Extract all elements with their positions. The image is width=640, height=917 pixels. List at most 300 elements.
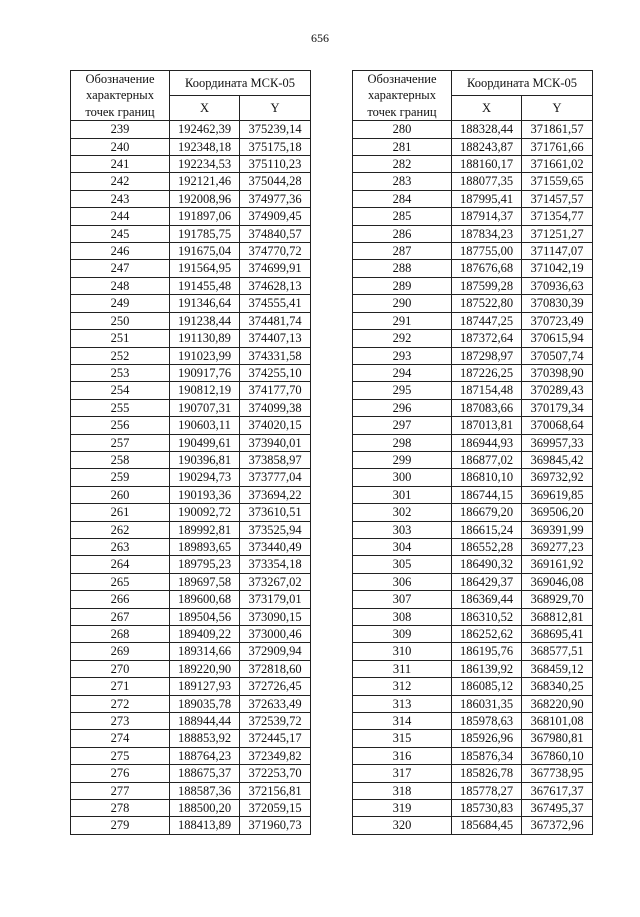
table-row (71, 399, 311, 416)
point-number-cell: 247 (71, 260, 170, 277)
y-coordinate-cell: 373777,04 (240, 469, 311, 486)
point-number-cell: 261 (71, 504, 170, 521)
table-row (71, 417, 311, 434)
point-number-cell: 295 (353, 382, 452, 399)
y-coordinate-cell: 370615,94 (522, 330, 593, 347)
x-coordinate-cell: 189314,66 (170, 643, 240, 660)
point-number-cell: 274 (71, 730, 170, 747)
y-coordinate-cell: 373525,94 (240, 521, 311, 538)
point-number-cell: 268 (71, 626, 170, 643)
table-row (353, 190, 593, 207)
table-row (71, 434, 311, 451)
point-number-cell: 273 (71, 713, 170, 730)
y-coordinate-cell: 374407,13 (240, 330, 311, 347)
y-coordinate-cell: 368812,81 (522, 608, 593, 625)
table-row (71, 243, 311, 260)
y-coordinate-cell: 372633,49 (240, 695, 311, 712)
point-number-cell: 256 (71, 417, 170, 434)
point-number-cell: 279 (71, 817, 170, 834)
point-number-cell: 315 (353, 730, 452, 747)
point-number-cell: 243 (71, 190, 170, 207)
x-coordinate-cell: 189035,78 (170, 695, 240, 712)
y-coordinate-cell: 369732,92 (522, 469, 593, 486)
y-coordinate-cell: 367495,37 (522, 800, 593, 817)
point-number-cell: 282 (353, 156, 452, 173)
point-number-cell: 320 (353, 817, 452, 834)
y-coordinate-cell: 368340,25 (522, 678, 593, 695)
x-coordinate-cell: 188160,17 (452, 156, 522, 173)
table-row (353, 312, 593, 329)
table-row (353, 330, 593, 347)
x-coordinate-cell: 190092,72 (170, 504, 240, 521)
x-coordinate-cell: 187995,41 (452, 190, 522, 207)
y-coordinate-cell: 374481,74 (240, 312, 311, 329)
table-row (71, 190, 311, 207)
table-row (353, 138, 593, 155)
table-row (353, 364, 593, 381)
y-coordinate-cell: 369277,23 (522, 538, 593, 555)
y-coordinate-cell: 371661,02 (522, 156, 593, 173)
y-coordinate-cell: 369391,99 (522, 521, 593, 538)
y-coordinate-cell: 367860,10 (522, 747, 593, 764)
y-coordinate-cell: 374020,15 (240, 417, 311, 434)
y-coordinate-cell: 371761,66 (522, 138, 593, 155)
table-row (71, 156, 311, 173)
point-number-cell: 260 (71, 486, 170, 503)
table-row (71, 347, 311, 364)
table-row (71, 678, 311, 695)
table-row (71, 382, 311, 399)
x-coordinate-cell: 187914,37 (452, 208, 522, 225)
y-coordinate-cell: 371042,19 (522, 260, 593, 277)
x-coordinate-cell: 192234,53 (170, 156, 240, 173)
point-number-cell: 319 (353, 800, 452, 817)
y-coordinate-cell: 369046,08 (522, 573, 593, 590)
point-number-cell: 272 (71, 695, 170, 712)
table-row (353, 451, 593, 468)
y-coordinate-cell: 374977,36 (240, 190, 311, 207)
y-coordinate-cell: 372349,82 (240, 747, 311, 764)
point-number-cell: 257 (71, 434, 170, 451)
y-coordinate-cell: 371251,27 (522, 225, 593, 242)
y-coordinate-cell: 369845,42 (522, 451, 593, 468)
x-coordinate-cell: 186195,76 (452, 643, 522, 660)
y-coordinate-cell: 372253,70 (240, 765, 311, 782)
point-number-cell: 264 (71, 556, 170, 573)
x-coordinate-cell: 185730,83 (452, 800, 522, 817)
x-coordinate-cell: 188764,23 (170, 747, 240, 764)
x-coordinate-cell: 185778,27 (452, 782, 522, 799)
table-row (353, 295, 593, 312)
x-coordinate-cell: 192121,46 (170, 173, 240, 190)
x-coordinate-cell: 191238,44 (170, 312, 240, 329)
table-row (353, 538, 593, 555)
point-number-cell: 253 (71, 364, 170, 381)
point-number-cell: 311 (353, 660, 452, 677)
point-number-cell: 240 (71, 138, 170, 155)
point-number-cell: 254 (71, 382, 170, 399)
point-number-cell: 258 (71, 451, 170, 468)
table-row (353, 399, 593, 416)
header-y: Y (240, 96, 311, 121)
table-row (353, 626, 593, 643)
point-number-cell: 292 (353, 330, 452, 347)
y-coordinate-cell: 372059,15 (240, 800, 311, 817)
table-row (71, 817, 311, 834)
x-coordinate-cell: 186552,28 (452, 538, 522, 555)
coordinates-table-left (70, 70, 311, 835)
table-row (353, 277, 593, 294)
page-number: 656 (311, 31, 329, 45)
point-number-cell: 304 (353, 538, 452, 555)
x-coordinate-cell: 191897,06 (170, 208, 240, 225)
point-number-cell: 299 (353, 451, 452, 468)
y-coordinate-cell: 368220,90 (522, 695, 593, 712)
x-coordinate-cell: 190707,31 (170, 399, 240, 416)
point-number-cell: 278 (71, 800, 170, 817)
point-number-cell: 241 (71, 156, 170, 173)
table-row (353, 521, 593, 538)
point-number-cell: 297 (353, 417, 452, 434)
x-coordinate-cell: 185926,96 (452, 730, 522, 747)
x-coordinate-cell: 188500,20 (170, 800, 240, 817)
table-row (71, 608, 311, 625)
point-number-cell: 271 (71, 678, 170, 695)
y-coordinate-cell: 369506,20 (522, 504, 593, 521)
table-row (71, 660, 311, 677)
x-coordinate-cell: 189600,68 (170, 591, 240, 608)
table-row (353, 382, 593, 399)
table-row (353, 260, 593, 277)
y-coordinate-cell: 368695,41 (522, 626, 593, 643)
table-row (353, 434, 593, 451)
point-number-cell: 277 (71, 782, 170, 799)
table-row (71, 730, 311, 747)
x-coordinate-cell: 186615,24 (452, 521, 522, 538)
point-number-cell: 310 (353, 643, 452, 660)
table-row (71, 626, 311, 643)
point-number-cell: 316 (353, 747, 452, 764)
point-number-cell: 290 (353, 295, 452, 312)
y-coordinate-cell: 374770,72 (240, 243, 311, 260)
x-coordinate-cell: 187013,81 (452, 417, 522, 434)
x-coordinate-cell: 192462,39 (170, 121, 240, 138)
point-number-cell: 263 (71, 538, 170, 555)
point-number-cell: 313 (353, 695, 452, 712)
x-coordinate-cell: 192008,96 (170, 190, 240, 207)
table-row (71, 451, 311, 468)
x-coordinate-cell: 188328,44 (452, 121, 522, 138)
y-coordinate-cell: 371147,07 (522, 243, 593, 260)
point-number-cell: 262 (71, 521, 170, 538)
header-x: X (170, 96, 240, 121)
table-row (353, 747, 593, 764)
point-number-cell: 308 (353, 608, 452, 625)
x-coordinate-cell: 186877,02 (452, 451, 522, 468)
y-coordinate-cell: 372156,81 (240, 782, 311, 799)
y-coordinate-cell: 374099,38 (240, 399, 311, 416)
header-point-designation: Обозначение характерных точек границ (71, 71, 170, 121)
y-coordinate-cell: 374628,13 (240, 277, 311, 294)
x-coordinate-cell: 187372,64 (452, 330, 522, 347)
y-coordinate-cell: 374699,91 (240, 260, 311, 277)
point-number-cell: 309 (353, 626, 452, 643)
point-number-cell: 242 (71, 173, 170, 190)
x-coordinate-cell: 189127,93 (170, 678, 240, 695)
y-coordinate-cell: 367372,96 (522, 817, 593, 834)
table-body-right (353, 121, 593, 835)
y-coordinate-cell: 374331,58 (240, 347, 311, 364)
point-number-cell: 305 (353, 556, 452, 573)
x-coordinate-cell: 188243,87 (452, 138, 522, 155)
table-row (353, 695, 593, 712)
x-coordinate-cell: 191564,95 (170, 260, 240, 277)
x-coordinate-cell: 186139,92 (452, 660, 522, 677)
y-coordinate-cell: 369619,85 (522, 486, 593, 503)
table-row (71, 800, 311, 817)
table-row (71, 521, 311, 538)
table-row (353, 782, 593, 799)
header-point-designation: Обозначение характерных точек границ (353, 71, 452, 121)
x-coordinate-cell: 188587,36 (170, 782, 240, 799)
table-row (71, 747, 311, 764)
y-coordinate-cell: 370289,43 (522, 382, 593, 399)
x-coordinate-cell: 189504,56 (170, 608, 240, 625)
y-coordinate-cell: 369161,92 (522, 556, 593, 573)
table-row (353, 121, 593, 138)
y-coordinate-cell: 375175,18 (240, 138, 311, 155)
x-coordinate-cell: 188675,37 (170, 765, 240, 782)
point-number-cell: 239 (71, 121, 170, 138)
table-row (71, 573, 311, 590)
y-coordinate-cell: 370068,64 (522, 417, 593, 434)
y-coordinate-cell: 374555,41 (240, 295, 311, 312)
table-row (353, 608, 593, 625)
y-coordinate-cell: 374840,57 (240, 225, 311, 242)
y-coordinate-cell: 367980,81 (522, 730, 593, 747)
table-body-left (71, 121, 311, 835)
point-number-cell: 245 (71, 225, 170, 242)
x-coordinate-cell: 187522,80 (452, 295, 522, 312)
table-row (71, 695, 311, 712)
y-coordinate-cell: 367738,95 (522, 765, 593, 782)
y-coordinate-cell: 370179,34 (522, 399, 593, 416)
table-row (71, 782, 311, 799)
table-row (71, 225, 311, 242)
x-coordinate-cell: 189893,65 (170, 538, 240, 555)
y-coordinate-cell: 373000,46 (240, 626, 311, 643)
table-row (71, 121, 311, 138)
table-row (353, 730, 593, 747)
y-coordinate-cell: 371960,73 (240, 817, 311, 834)
x-coordinate-cell: 188853,92 (170, 730, 240, 747)
x-coordinate-cell: 186252,62 (452, 626, 522, 643)
point-number-cell: 298 (353, 434, 452, 451)
point-number-cell: 301 (353, 486, 452, 503)
x-coordinate-cell: 186085,12 (452, 678, 522, 695)
table-row (353, 504, 593, 521)
x-coordinate-cell: 187755,00 (452, 243, 522, 260)
y-coordinate-cell: 371861,57 (522, 121, 593, 138)
y-coordinate-cell: 368459,12 (522, 660, 593, 677)
x-coordinate-cell: 189409,22 (170, 626, 240, 643)
point-number-cell: 288 (353, 260, 452, 277)
y-coordinate-cell: 369957,33 (522, 434, 593, 451)
table-row (71, 591, 311, 608)
x-coordinate-cell: 186310,52 (452, 608, 522, 625)
table-row (353, 817, 593, 834)
table-row (71, 208, 311, 225)
y-coordinate-cell: 375044,28 (240, 173, 311, 190)
point-number-cell: 312 (353, 678, 452, 695)
point-number-cell: 246 (71, 243, 170, 260)
y-coordinate-cell: 371457,57 (522, 190, 593, 207)
x-coordinate-cell: 191785,75 (170, 225, 240, 242)
table-row (71, 713, 311, 730)
x-coordinate-cell: 189795,23 (170, 556, 240, 573)
x-coordinate-cell: 187676,68 (452, 260, 522, 277)
x-coordinate-cell: 187226,25 (452, 364, 522, 381)
point-number-cell: 281 (353, 138, 452, 155)
x-coordinate-cell: 187083,66 (452, 399, 522, 416)
point-number-cell: 302 (353, 504, 452, 521)
table-row (71, 538, 311, 555)
y-coordinate-cell: 375110,23 (240, 156, 311, 173)
y-coordinate-cell: 368929,70 (522, 591, 593, 608)
x-coordinate-cell: 190603,11 (170, 417, 240, 434)
table-row (71, 312, 311, 329)
point-number-cell: 317 (353, 765, 452, 782)
y-coordinate-cell: 371354,77 (522, 208, 593, 225)
y-coordinate-cell: 373440,49 (240, 538, 311, 555)
x-coordinate-cell: 191455,48 (170, 277, 240, 294)
point-number-cell: 307 (353, 591, 452, 608)
y-coordinate-cell: 372539,72 (240, 713, 311, 730)
table-row (71, 364, 311, 381)
table-row (71, 469, 311, 486)
x-coordinate-cell: 187599,28 (452, 277, 522, 294)
x-coordinate-cell: 188413,89 (170, 817, 240, 834)
x-coordinate-cell: 190917,76 (170, 364, 240, 381)
table-row (353, 678, 593, 695)
header-coordinate-system: Координата МСК-05 (170, 71, 311, 96)
x-coordinate-cell: 188944,44 (170, 713, 240, 730)
point-number-cell: 318 (353, 782, 452, 799)
point-number-cell: 294 (353, 364, 452, 381)
y-coordinate-cell: 370936,63 (522, 277, 593, 294)
x-coordinate-cell: 191130,89 (170, 330, 240, 347)
y-coordinate-cell: 371559,65 (522, 173, 593, 190)
table-row (71, 173, 311, 190)
table-row (353, 347, 593, 364)
point-number-cell: 249 (71, 295, 170, 312)
table-row (353, 243, 593, 260)
x-coordinate-cell: 190499,61 (170, 434, 240, 451)
y-coordinate-cell: 367617,37 (522, 782, 593, 799)
point-number-cell: 269 (71, 643, 170, 660)
y-coordinate-cell: 373354,18 (240, 556, 311, 573)
x-coordinate-cell: 186490,32 (452, 556, 522, 573)
table-row (353, 486, 593, 503)
point-number-cell: 270 (71, 660, 170, 677)
point-number-cell: 275 (71, 747, 170, 764)
x-coordinate-cell: 186369,44 (452, 591, 522, 608)
y-coordinate-cell: 373267,02 (240, 573, 311, 590)
x-coordinate-cell: 186679,20 (452, 504, 522, 521)
table-row (353, 469, 593, 486)
point-number-cell: 285 (353, 208, 452, 225)
x-coordinate-cell: 186031,35 (452, 695, 522, 712)
point-number-cell: 289 (353, 277, 452, 294)
x-coordinate-cell: 187447,25 (452, 312, 522, 329)
table-row (71, 556, 311, 573)
table-row (71, 295, 311, 312)
table-row (353, 800, 593, 817)
y-coordinate-cell: 373694,22 (240, 486, 311, 503)
x-coordinate-cell: 189697,58 (170, 573, 240, 590)
x-coordinate-cell: 187834,23 (452, 225, 522, 242)
point-number-cell: 284 (353, 190, 452, 207)
point-number-cell: 296 (353, 399, 452, 416)
point-number-cell: 286 (353, 225, 452, 242)
y-coordinate-cell: 370830,39 (522, 295, 593, 312)
table-row (353, 556, 593, 573)
header-coordinate-system: Координата МСК-05 (452, 71, 593, 96)
x-coordinate-cell: 187154,48 (452, 382, 522, 399)
table-row (353, 591, 593, 608)
table-row (71, 504, 311, 521)
x-coordinate-cell: 185826,78 (452, 765, 522, 782)
x-coordinate-cell: 191675,04 (170, 243, 240, 260)
x-coordinate-cell: 191023,99 (170, 347, 240, 364)
table-row (71, 330, 311, 347)
point-number-cell: 291 (353, 312, 452, 329)
point-number-cell: 251 (71, 330, 170, 347)
table-row (353, 208, 593, 225)
y-coordinate-cell: 372445,17 (240, 730, 311, 747)
x-coordinate-cell: 190193,36 (170, 486, 240, 503)
x-coordinate-cell: 190396,81 (170, 451, 240, 468)
table-row (353, 660, 593, 677)
y-coordinate-cell: 372818,60 (240, 660, 311, 677)
y-coordinate-cell: 374909,45 (240, 208, 311, 225)
point-number-cell: 293 (353, 347, 452, 364)
header-y: Y (522, 96, 593, 121)
table-row (353, 765, 593, 782)
y-coordinate-cell: 368577,51 (522, 643, 593, 660)
point-number-cell: 265 (71, 573, 170, 590)
x-coordinate-cell: 185684,45 (452, 817, 522, 834)
y-coordinate-cell: 373858,97 (240, 451, 311, 468)
coordinates-table-right (352, 70, 593, 835)
y-coordinate-cell: 375239,14 (240, 121, 311, 138)
y-coordinate-cell: 370507,74 (522, 347, 593, 364)
x-coordinate-cell: 189220,90 (170, 660, 240, 677)
point-number-cell: 267 (71, 608, 170, 625)
x-coordinate-cell: 189992,81 (170, 521, 240, 538)
table-row (353, 713, 593, 730)
table-row (71, 260, 311, 277)
point-number-cell: 252 (71, 347, 170, 364)
y-coordinate-cell: 374255,10 (240, 364, 311, 381)
table-row (71, 486, 311, 503)
point-number-cell: 287 (353, 243, 452, 260)
header-x: X (452, 96, 522, 121)
y-coordinate-cell: 372909,94 (240, 643, 311, 660)
point-number-cell: 303 (353, 521, 452, 538)
x-coordinate-cell: 187298,97 (452, 347, 522, 364)
point-number-cell: 314 (353, 713, 452, 730)
